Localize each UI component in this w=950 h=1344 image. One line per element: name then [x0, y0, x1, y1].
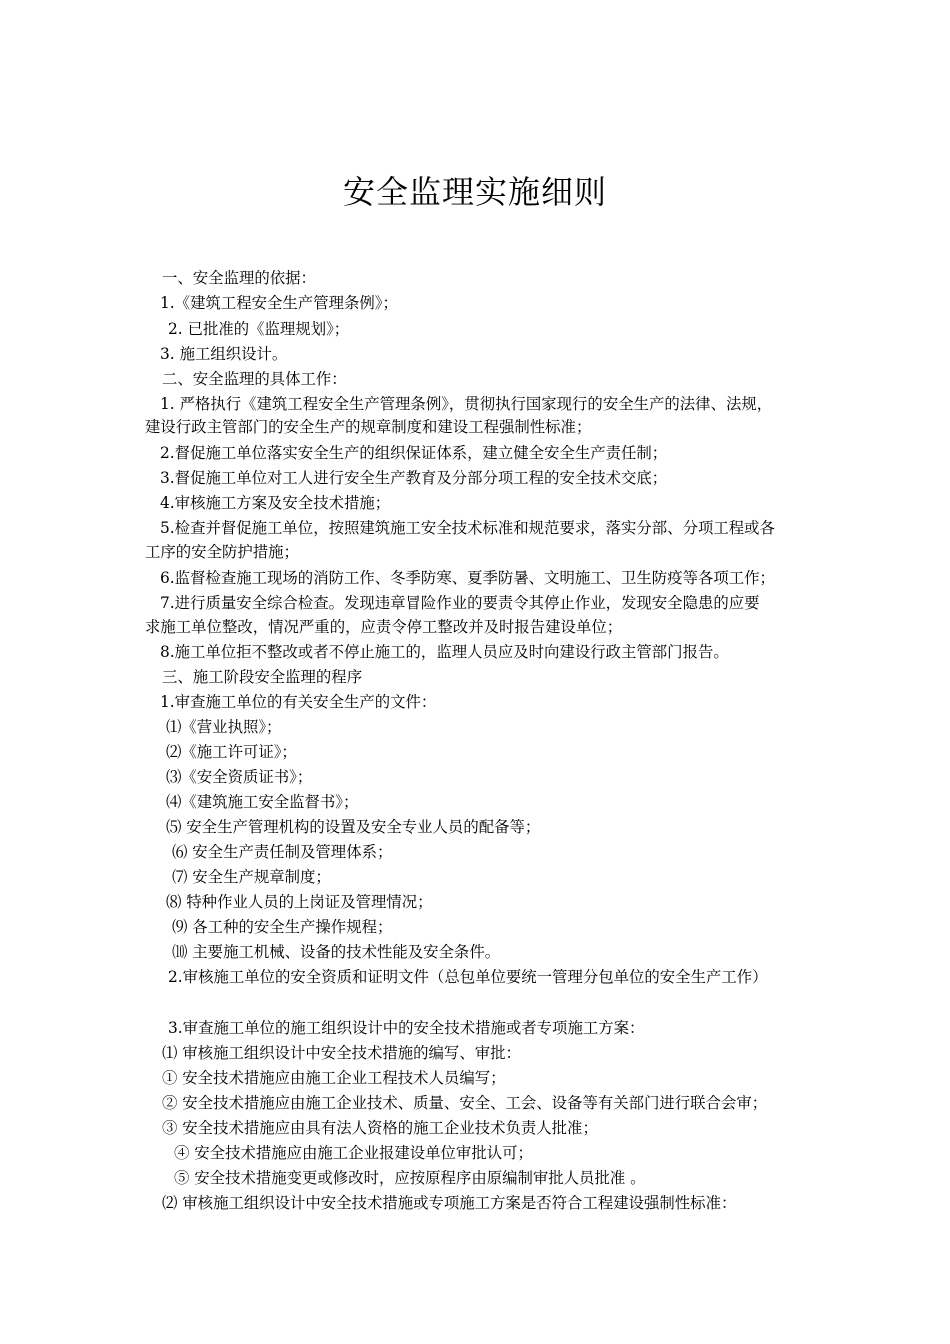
text-line: ② 安全技术措施应由施工企业技术、质量、安全、工会、设备等有关部门进行联合会审；	[162, 1094, 768, 1112]
text-line: ① 安全技术措施应由施工企业工程技术人员编写；	[162, 1069, 506, 1087]
text-line: 1.审查施工单位的有关安全生产的文件：	[160, 693, 437, 711]
text-line: 8.施工单位拒不整改或者不停止施工的，监理人员应及时向建设行政主管部门报告。	[160, 643, 729, 661]
text-line: ⑸ 安全生产管理机构的设置及安全专业人员的配备等；	[166, 818, 541, 836]
text-line: ④ 安全技术措施应由施工企业报建设单位审批认可；	[174, 1144, 533, 1162]
text-line: ⑹ 安全生产责任制及管理体系；	[172, 843, 393, 861]
text-line: 一、安全监理的依据：	[162, 269, 316, 287]
text-line: ⑴《营业执照》；	[166, 718, 282, 736]
text-line: 三、施工阶段安全监理的程序	[162, 668, 363, 686]
text-line: ⑤ 安全技术措施变更或修改时，应按原程序由原编制审批人员批准 。	[174, 1169, 646, 1187]
text-line: ⑵《施工许可证》；	[166, 743, 297, 761]
document-title: 安全监理实施细则	[342, 173, 607, 211]
text-line: 2.督促施工单位落实安全生产的组织保证体系，建立健全安全生产责任制；	[160, 444, 668, 462]
text-line: ⑺ 安全生产规章制度；	[172, 868, 331, 886]
text-line: 二、安全监理的具体工作：	[162, 370, 347, 388]
text-line: 3.督促施工单位对工人进行安全生产教育及分部分项工程的安全技术交底；	[160, 469, 668, 487]
text-line: 1. 严格执行《建筑工程安全生产管理条例》，贯彻执行国家现行的安全生产的法律、法规，	[160, 395, 773, 413]
text-line: 4.审核施工方案及安全技术措施；	[160, 494, 391, 512]
text-line: 7.进行质量安全综合检查。发现违章冒险作业的要责令其停止作业，发现安全隐患的应要	[160, 594, 760, 612]
text-line: ③ 安全技术措施应由具有法人资格的施工企业技术负责人批准；	[162, 1119, 598, 1137]
text-line: ⑴ 审核施工组织设计中安全技术措施的编写、审批：	[162, 1044, 521, 1062]
text-line: 3. 施工组织设计。	[160, 345, 288, 363]
text-line: 工序的安全防护措施；	[145, 543, 299, 561]
text-line: ⑼ 各工种的安全生产操作规程；	[172, 918, 393, 936]
text-line: 2.审核施工单位的安全资质和证明文件（总包单位要统一管理分包单位的安全生产工作）	[168, 968, 768, 986]
text-line: 2. 已批准的《监理规划》；	[168, 320, 350, 338]
text-line: 6.监督检查施工现场的消防工作、冬季防寒、夏季防暑、文明施工、卫生防疫等各项工作；	[160, 569, 775, 587]
text-line: ⑻ 特种作业人员的上岗证及管理情况；	[166, 893, 433, 911]
text-line: 5.检查并督促施工单位，按照建筑施工安全技术标准和规范要求，落实分部、分项工程或各	[160, 519, 775, 537]
text-line: ⑽ 主要施工机械、设备的技术性能及安全条件。	[172, 943, 501, 961]
text-line: ⑷《建筑施工安全监督书》；	[166, 793, 359, 811]
text-line: ⑶《安全资质证书》；	[166, 768, 313, 786]
text-line: 建设行政主管部门的安全生产的规章制度和建设工程强制性标准；	[145, 418, 592, 436]
text-line: 求施工单位整改，情况严重的，应责令停工整改并及时报告建设单位；	[145, 618, 623, 636]
text-line: ⑵ 审核施工组织设计中安全技术措施或专项施工方案是否符合工程建设强制性标准：	[162, 1194, 737, 1212]
text-line: 3.审查施工单位的施工组织设计中的安全技术措施或者专项施工方案：	[168, 1019, 645, 1037]
text-line: 1.《建筑工程安全生产管理条例》；	[160, 294, 398, 312]
